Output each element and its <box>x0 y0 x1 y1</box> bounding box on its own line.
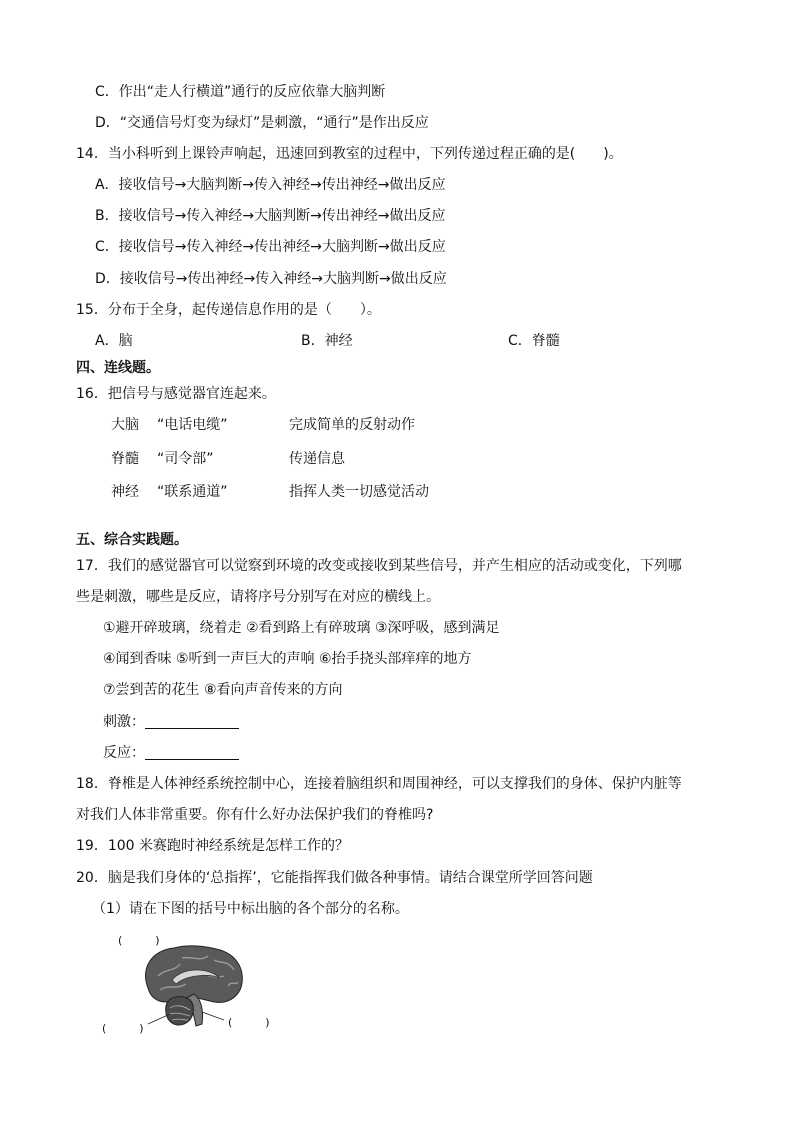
q18-stem-line-2: 对我们人体非常重要。你有什么好办法保护我们的脊椎吗? <box>76 807 434 823</box>
q14-option-b: B．接收信号→传入神经→大脑判断→传出神经→做出反应 <box>95 208 446 224</box>
brain-label-right[interactable]: ( ) <box>228 1016 270 1029</box>
q17-stem-line-2: 些是刺激，哪些是反应，请将序号分别写在对应的横线上。 <box>76 589 440 605</box>
pointer-line-left <box>148 1014 170 1024</box>
q15-option-b: B．神经 <box>301 333 353 349</box>
q16-stem: 16．把信号与感觉器官连起来。 <box>76 386 276 402</box>
q16-organ-1: 大脑 <box>111 417 139 433</box>
q15-option-a: A．脑 <box>95 333 133 349</box>
brain-diagram <box>96 928 296 1040</box>
stimulus-label: 刺激： <box>103 714 145 730</box>
q16-function-1: 完成简单的反射动作 <box>289 417 415 433</box>
q16-function-3: 指挥人类一切感觉活动 <box>289 484 429 500</box>
q17-items-line-2: ④闻到香味 ⑤听到一声巨大的声响 ⑥抬手挠头部痒痒的地方 <box>103 651 472 667</box>
q16-metaphor-1: “电话电缆” <box>157 417 228 433</box>
q20-stem: 20．脑是我们身体的‘总指挥’，它能指挥我们做各种事情。请结合课堂所学回答问题 <box>76 870 593 886</box>
q17-response-row <box>103 744 239 762</box>
stimulus-answer-blank[interactable] <box>145 714 239 729</box>
q13-option-d: D．“交通信号灯变为绿灯”是刺激，“通行”是作出反应 <box>95 115 429 131</box>
brain-label-left[interactable]: ( ) <box>102 1022 144 1035</box>
q16-organ-3: 神经 <box>111 484 139 500</box>
q15-option-c: C．脊髓 <box>508 333 560 349</box>
response-answer-blank[interactable] <box>145 745 239 760</box>
q16-metaphor-2: “司令部” <box>157 451 214 467</box>
q17-stem-line-1: 17．我们的感觉器官可以觉察到环境的改变或接收到某些信号，并产生相应的活动或变化，下列哪 <box>76 558 682 574</box>
q19-stem: 19．100 米赛跑时神经系统是怎样工作的？ <box>76 838 349 854</box>
section-5-title: 五、综合实践题。 <box>76 532 188 548</box>
q13-option-c: C．作出“走人行横道”通行的反应依靠大脑判断 <box>95 84 386 100</box>
q17-items-line-1: ①避开碎玻璃，绕着走 ②看到路上有碎玻璃 ③深呼吸，感到满足 <box>103 620 500 636</box>
q16-organ-2: 脊髓 <box>111 451 139 467</box>
q17-stimulus-row <box>103 713 239 731</box>
cerebellum-shape <box>166 997 194 1025</box>
brain-label-top[interactable]: ( ) <box>118 934 160 947</box>
q15-stem: 15．分布于全身，起传递信息作用的是（ ）。 <box>76 302 381 318</box>
q14-option-c: C．接收信号→传入神经→传出神经→大脑判断→做出反应 <box>95 239 446 255</box>
q18-stem-line-1: 18．脊椎是人体神经系统控制中心，连接着脑组织和周围神经，可以支撑我们的身体、保护内脏等 <box>76 776 682 792</box>
q16-metaphor-3: “联系通道” <box>157 484 228 500</box>
section-4-title: 四、连线题。 <box>76 360 160 376</box>
q16-function-2: 传递信息 <box>289 451 345 467</box>
pointer-line-right <box>202 1012 224 1020</box>
q20-sub-question-1: （1）请在下图的括号中标出脑的各个部分的名称。 <box>92 901 409 917</box>
q14-option-d: D．接收信号→传出神经→传入神经→大脑判断→做出反应 <box>95 271 447 287</box>
q17-items-line-3: ⑦尝到苦的花生 ⑧看向声音传来的方向 <box>103 682 343 698</box>
response-label: 反应： <box>103 745 145 761</box>
q14-option-a: A．接收信号→大脑判断→传入神经→传出神经→做出反应 <box>95 177 446 193</box>
q14-stem: 14．当小科听到上课铃声响起，迅速回到教室的过程中，下列传递过程正确的是( )。 <box>76 146 623 162</box>
